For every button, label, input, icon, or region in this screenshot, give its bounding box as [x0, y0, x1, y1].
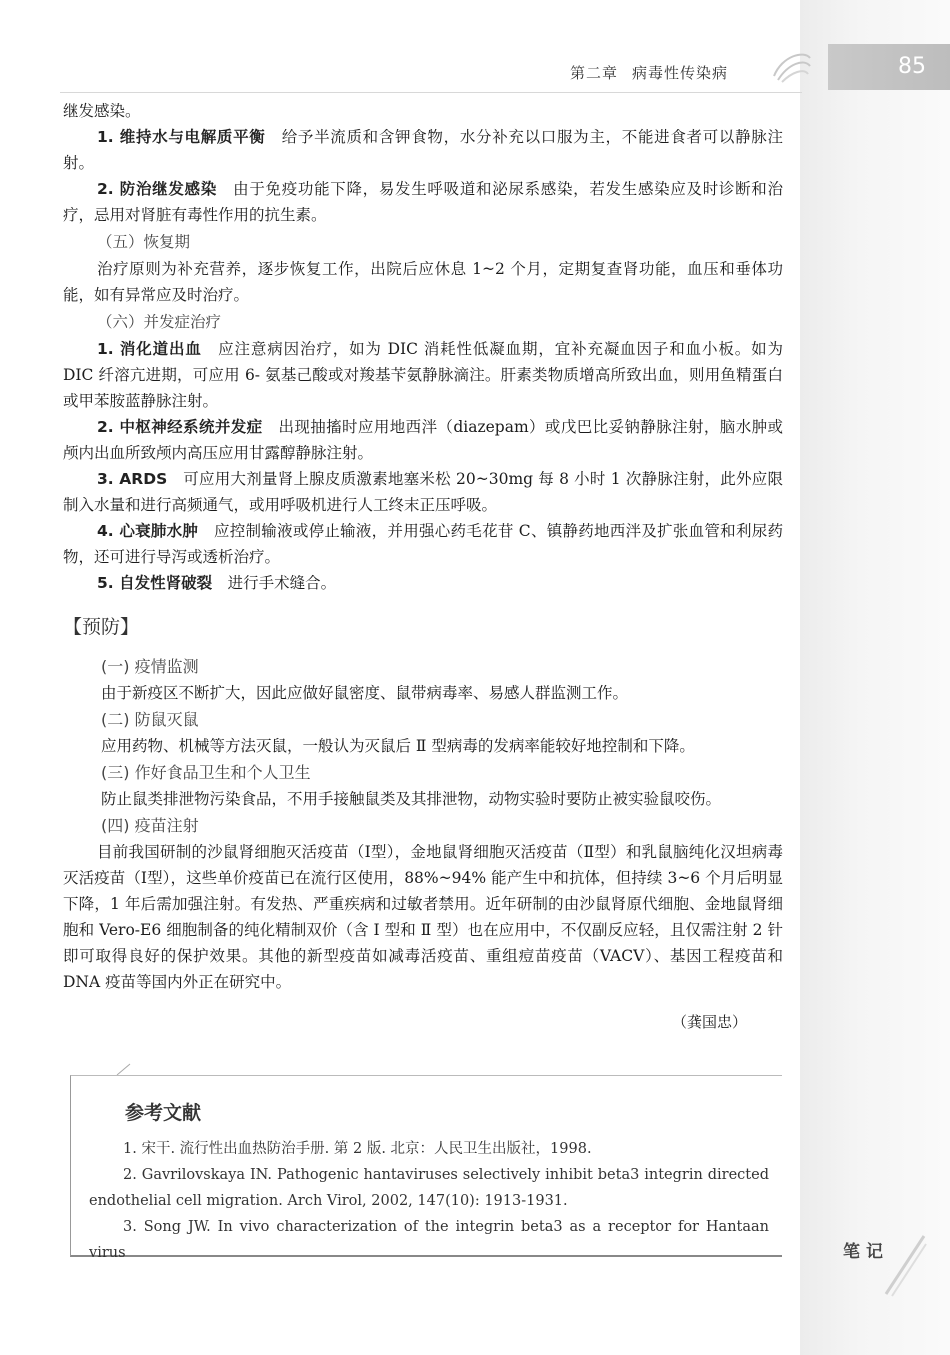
item-2-lead: 2. 防治继发感染: [97, 180, 217, 198]
complication-5-lead: 5. 自发性肾破裂: [97, 574, 213, 592]
complication-3-lead: 3. ARDS: [97, 470, 168, 488]
page-number-tab: [828, 44, 950, 90]
complication-1: [63, 336, 783, 414]
main-text: [63, 98, 783, 1035]
subheading-complications: （六）并发症治疗: [97, 313, 222, 331]
notes-label: 笔记: [843, 1242, 889, 1262]
complication-3: [63, 466, 783, 518]
complication-1-text: 应注意病因治疗，如为 DIC 消耗性低凝血期，宜补充凝血因子和血小板。如为 DIC 纤溶亢进期，可应用 6- 氨基己酸或对羧基苄氨静脉滴注。肝素类物质增高所致出血，则用鱼精蛋白或甲苯胺蓝静脉注射。: [63, 340, 783, 410]
pen-icon: [880, 1230, 930, 1300]
references-box: [70, 1075, 782, 1261]
complication-4-lead: 4. 心衰肺水肿: [97, 522, 199, 540]
page-number: 85: [898, 54, 926, 79]
item-1-lead: 1. 维持水与电解质平衡: [97, 128, 266, 146]
subheading-recovery: （五）恢复期: [97, 233, 191, 251]
reference-item: 1. 宋干. 流行性出血热防治手册. 第 2 版. 北京：人民卫生出版社，1998.: [123, 1141, 592, 1157]
reference-item: 3. Song JW. In vivo characterization of the integrin beta3 as a receptor for Hantaan virus: [89, 1219, 769, 1261]
paragraph: 继发感染。: [63, 102, 141, 120]
complication-4: [63, 518, 783, 570]
author-credit: （龚国忠）: [671, 1013, 747, 1031]
complication-2: [63, 414, 783, 466]
item-1: [63, 124, 783, 176]
running-head: [570, 62, 728, 83]
prevention-text-2: 应用药物、机械等方法灭鼠，一般认为灭鼠后 Ⅱ 型病毒的发病率能较好地控制和下降。: [101, 737, 695, 755]
prevention-sub-4: (四) 疫苗注射: [101, 816, 199, 835]
chapter-title: 病毒性传染病: [632, 64, 729, 82]
references-list: [89, 1136, 769, 1266]
references-title: 参考文献: [125, 1102, 202, 1124]
chapter-label: 第二章: [570, 64, 619, 82]
prevention-text-4: 目前我国研制的沙鼠肾细胞灭活疫苗（Ⅰ型），金地鼠肾细胞灭活疫苗（Ⅱ型）和乳鼠脑纯化汉坦病毒灭活疫苗（Ⅰ型），这些单价疫苗已在流行区使用，88%~94% 能产生中和抗体，但持续 3~6 个月后明显下降，1 年后需加强注射。有发热、严重疾病和过敏者禁用。近年研制的由沙鼠肾原代细胞、金地鼠肾细胞和 Vero-E6 细胞制备的纯化精制双价（含 Ⅰ 型和 Ⅱ 型）也在应用中，不仅副反应轻，且仅需注射 2 针即可取得良好的保护效果。其他的新型疫苗如减毒活疫苗、重组痘苗疫苗（VACV）、基因工程疫苗和 DNA 疫苗等国内外正在研究中。: [63, 843, 783, 991]
prevention-text-1: 由于新疫区不断扩大，因此应做好鼠密度、鼠带病毒率、易感人群监测工作。: [101, 684, 629, 702]
header-rule: [60, 92, 802, 93]
item-2: [63, 176, 783, 228]
complication-4-text: 应控制输液或停止输液，并用强心药毛花苷 C、镇静药地西泮及扩张血管和利尿药物，还可进行导泻或透析治疗。: [63, 522, 783, 566]
prevention-sub-1: (一) 疫情监测: [101, 657, 199, 676]
complication-3-text: 可应用大剂量肾上腺皮质激素地塞米松 20~30mg 每 8 小时 1 次静脉注射，此外应限制入水量和进行高频通气，或用呼吸机进行人工终末正压呼吸。: [63, 470, 783, 514]
swirl-ornament-icon: [770, 46, 814, 86]
complication-2-text: 出现抽搐时应用地西泮（diazepam）或戊巴比妥钠静脉注射，脑水肿或颅内出血所致颅内高压应用甘露醇静脉注射。: [63, 418, 783, 462]
complication-1-lead: 1. 消化道出血: [97, 340, 202, 358]
item-2-text: 由于免疫功能下降，易发生呼吸道和泌尿系感染，若发生感染应及时诊断和治疗，忌用对肾脏有毒性作用的抗生素。: [63, 180, 783, 224]
pen-mark-icon: [116, 1062, 132, 1076]
complication-5-text: 进行手术缝合。: [227, 574, 337, 592]
complication-2-lead: 2. 中枢神经系统并发症: [97, 418, 263, 436]
reference-item: 2. Gavrilovskaya IN. Pathogenic hantaviruses selectively inhibit beta3 integrin directed endothelial cell migration. Arch Virol, 2002, 147(10): 1913-1931.: [89, 1167, 769, 1209]
margin-column: [800, 0, 950, 1355]
prevention-text-3: 防止鼠类排泄物污染食品，不用手接触鼠类及其排泄物，动物实验时要防止被实验鼠咬伤。: [101, 790, 722, 808]
prevention-sub-2: (二) 防鼠灭鼠: [101, 710, 199, 729]
item-1-text: 给予半流质和含钾食物，水分补充以口服为主，不能进食者可以静脉注射。: [63, 128, 783, 172]
prevention-heading: 【预防】: [63, 616, 140, 638]
paragraph-recovery: 治疗原则为补充营养，逐步恢复工作，出院后应休息 1~2 个月，定期复查肾功能，血压和垂体功能，如有异常应及时治疗。: [63, 260, 783, 304]
prevention-sub-3: (三) 作好食品卫生和个人卫生: [101, 763, 311, 782]
complication-5: [63, 570, 783, 596]
